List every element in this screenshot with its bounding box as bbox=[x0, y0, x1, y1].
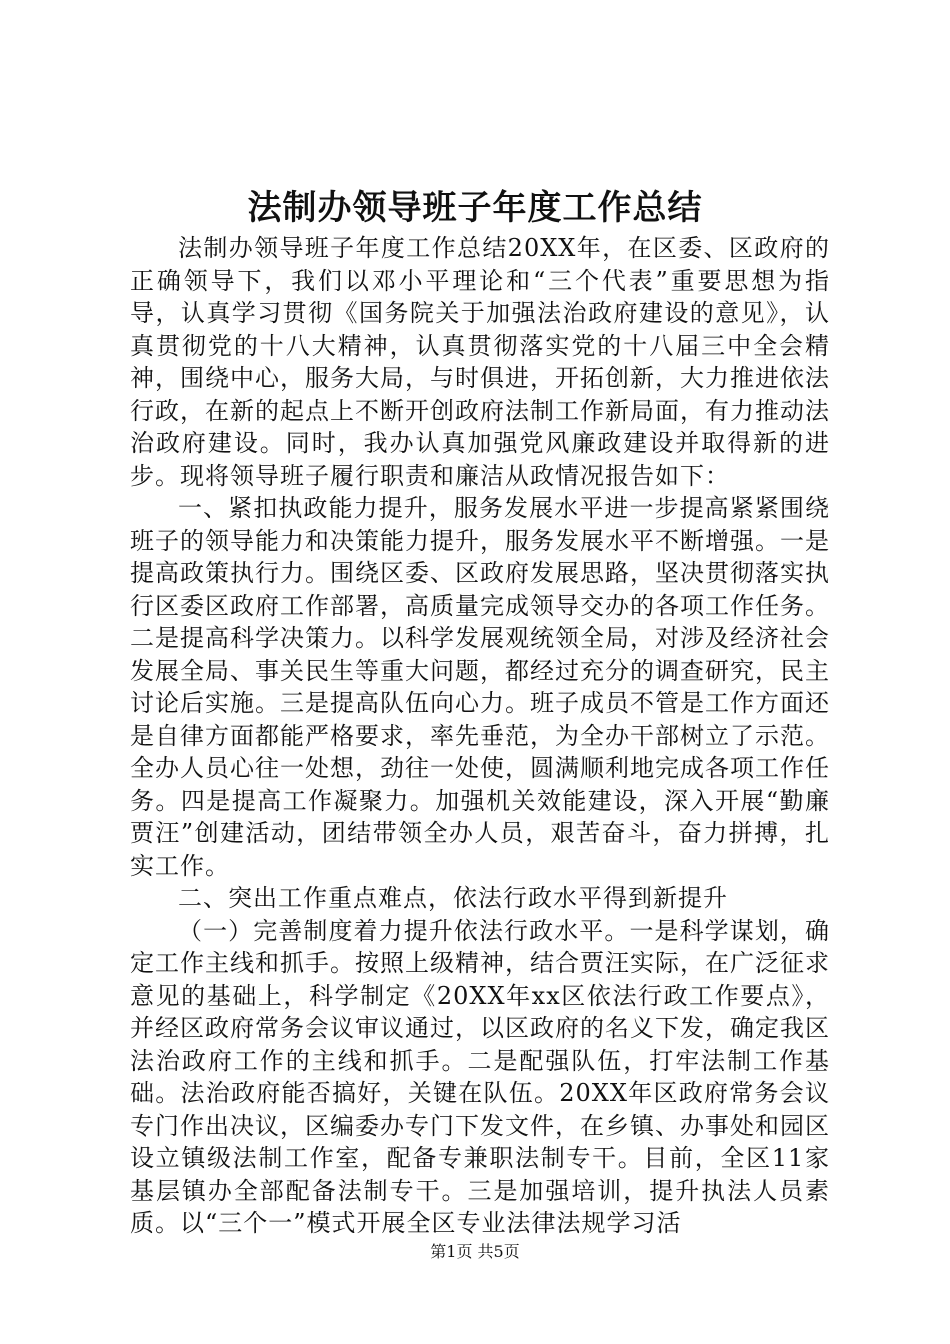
page-footer: 第1页 共5页 bbox=[430, 1242, 520, 1261]
document-body bbox=[130, 232, 830, 1240]
paragraph-subsection-1: （一）完善制度着力提升依法行政水平。一是科学谋划，确定工作主线和抓手。按照上级精神，结合贾汪实际，在广泛征求意见的基础上，科学制定《20XX年xx区依法行政工作要点》，并经区政府常务会议审议通过，以区政府的名义下发，确定我区法治政府工作的主线和抓手。二是配强队伍，打牢法制工作基础。法治政府能否搞好，关键在队伍。20XX年区政府常务会议专门作出决议，区编委办专门下发文件，在乡镇、办事处和园区设立镇级法制工作室，配备专兼职法制专干。目前，全区11家基层镇办全部配备法制专干。三是加强培训，提升执法人员素质。以“三个一”模式开展全区专业法律法规学习活 bbox=[130, 916, 830, 1237]
paragraph-section-2-heading: 二、突出工作重点难点，依法行政水平得到新提升 bbox=[178, 884, 728, 912]
document-title: 法制办领导班子年度工作总结 bbox=[247, 188, 703, 228]
paragraph-intro: 法制办领导班子年度工作总结20XX年，在区委、区政府的正确领导下，我们以邓小平理论和“三个代表”重要思想为指导，认真学习贯彻《国务院关于加强法治政府建设的意见》，认真贯彻党的十八大精神，认真贯彻落实党的十八届三中全会精神，围绕中心，服务大局，与时俱进，开拓创新，大力推进依法行政，在新的起点上不断开创政府法制工作新局面，有力推动法治政府建设。同时，我办认真加强党风廉政建设并取得新的进步。现将领导班子履行职责和廉洁从政情况报告如下： bbox=[130, 234, 830, 490]
paragraph-section-1: 一、紧扣执政能力提升，服务发展水平进一步提高紧紧围绕班子的领导能力和决策能力提升，服务发展水平不断增强。一是提高政策执行力。围绕区委、区政府发展思路，坚决贯彻落实执行区委区政府工作部署，高质量完成领导交办的各项工作任务。二是提高科学决策力。以科学发展观统领全局，对涉及经济社会发展全局、事关民生等重大问题，都经过充分的调查研究，民主讨论后实施。三是提高队伍向心力。班子成员不管是工作方面还是自律方面都能严格要求，率先垂范，为全办干部树立了示范。全办人员心往一处想，劲往一处使，圆满顺利地完成各项工作任务。四是提高工作凝聚力。加强机关效能建设，深入开展“勤廉贾汪”创建活动，团结带领全办人员，艰苦奋斗，奋力拼搏，扎实工作。 bbox=[130, 494, 830, 880]
